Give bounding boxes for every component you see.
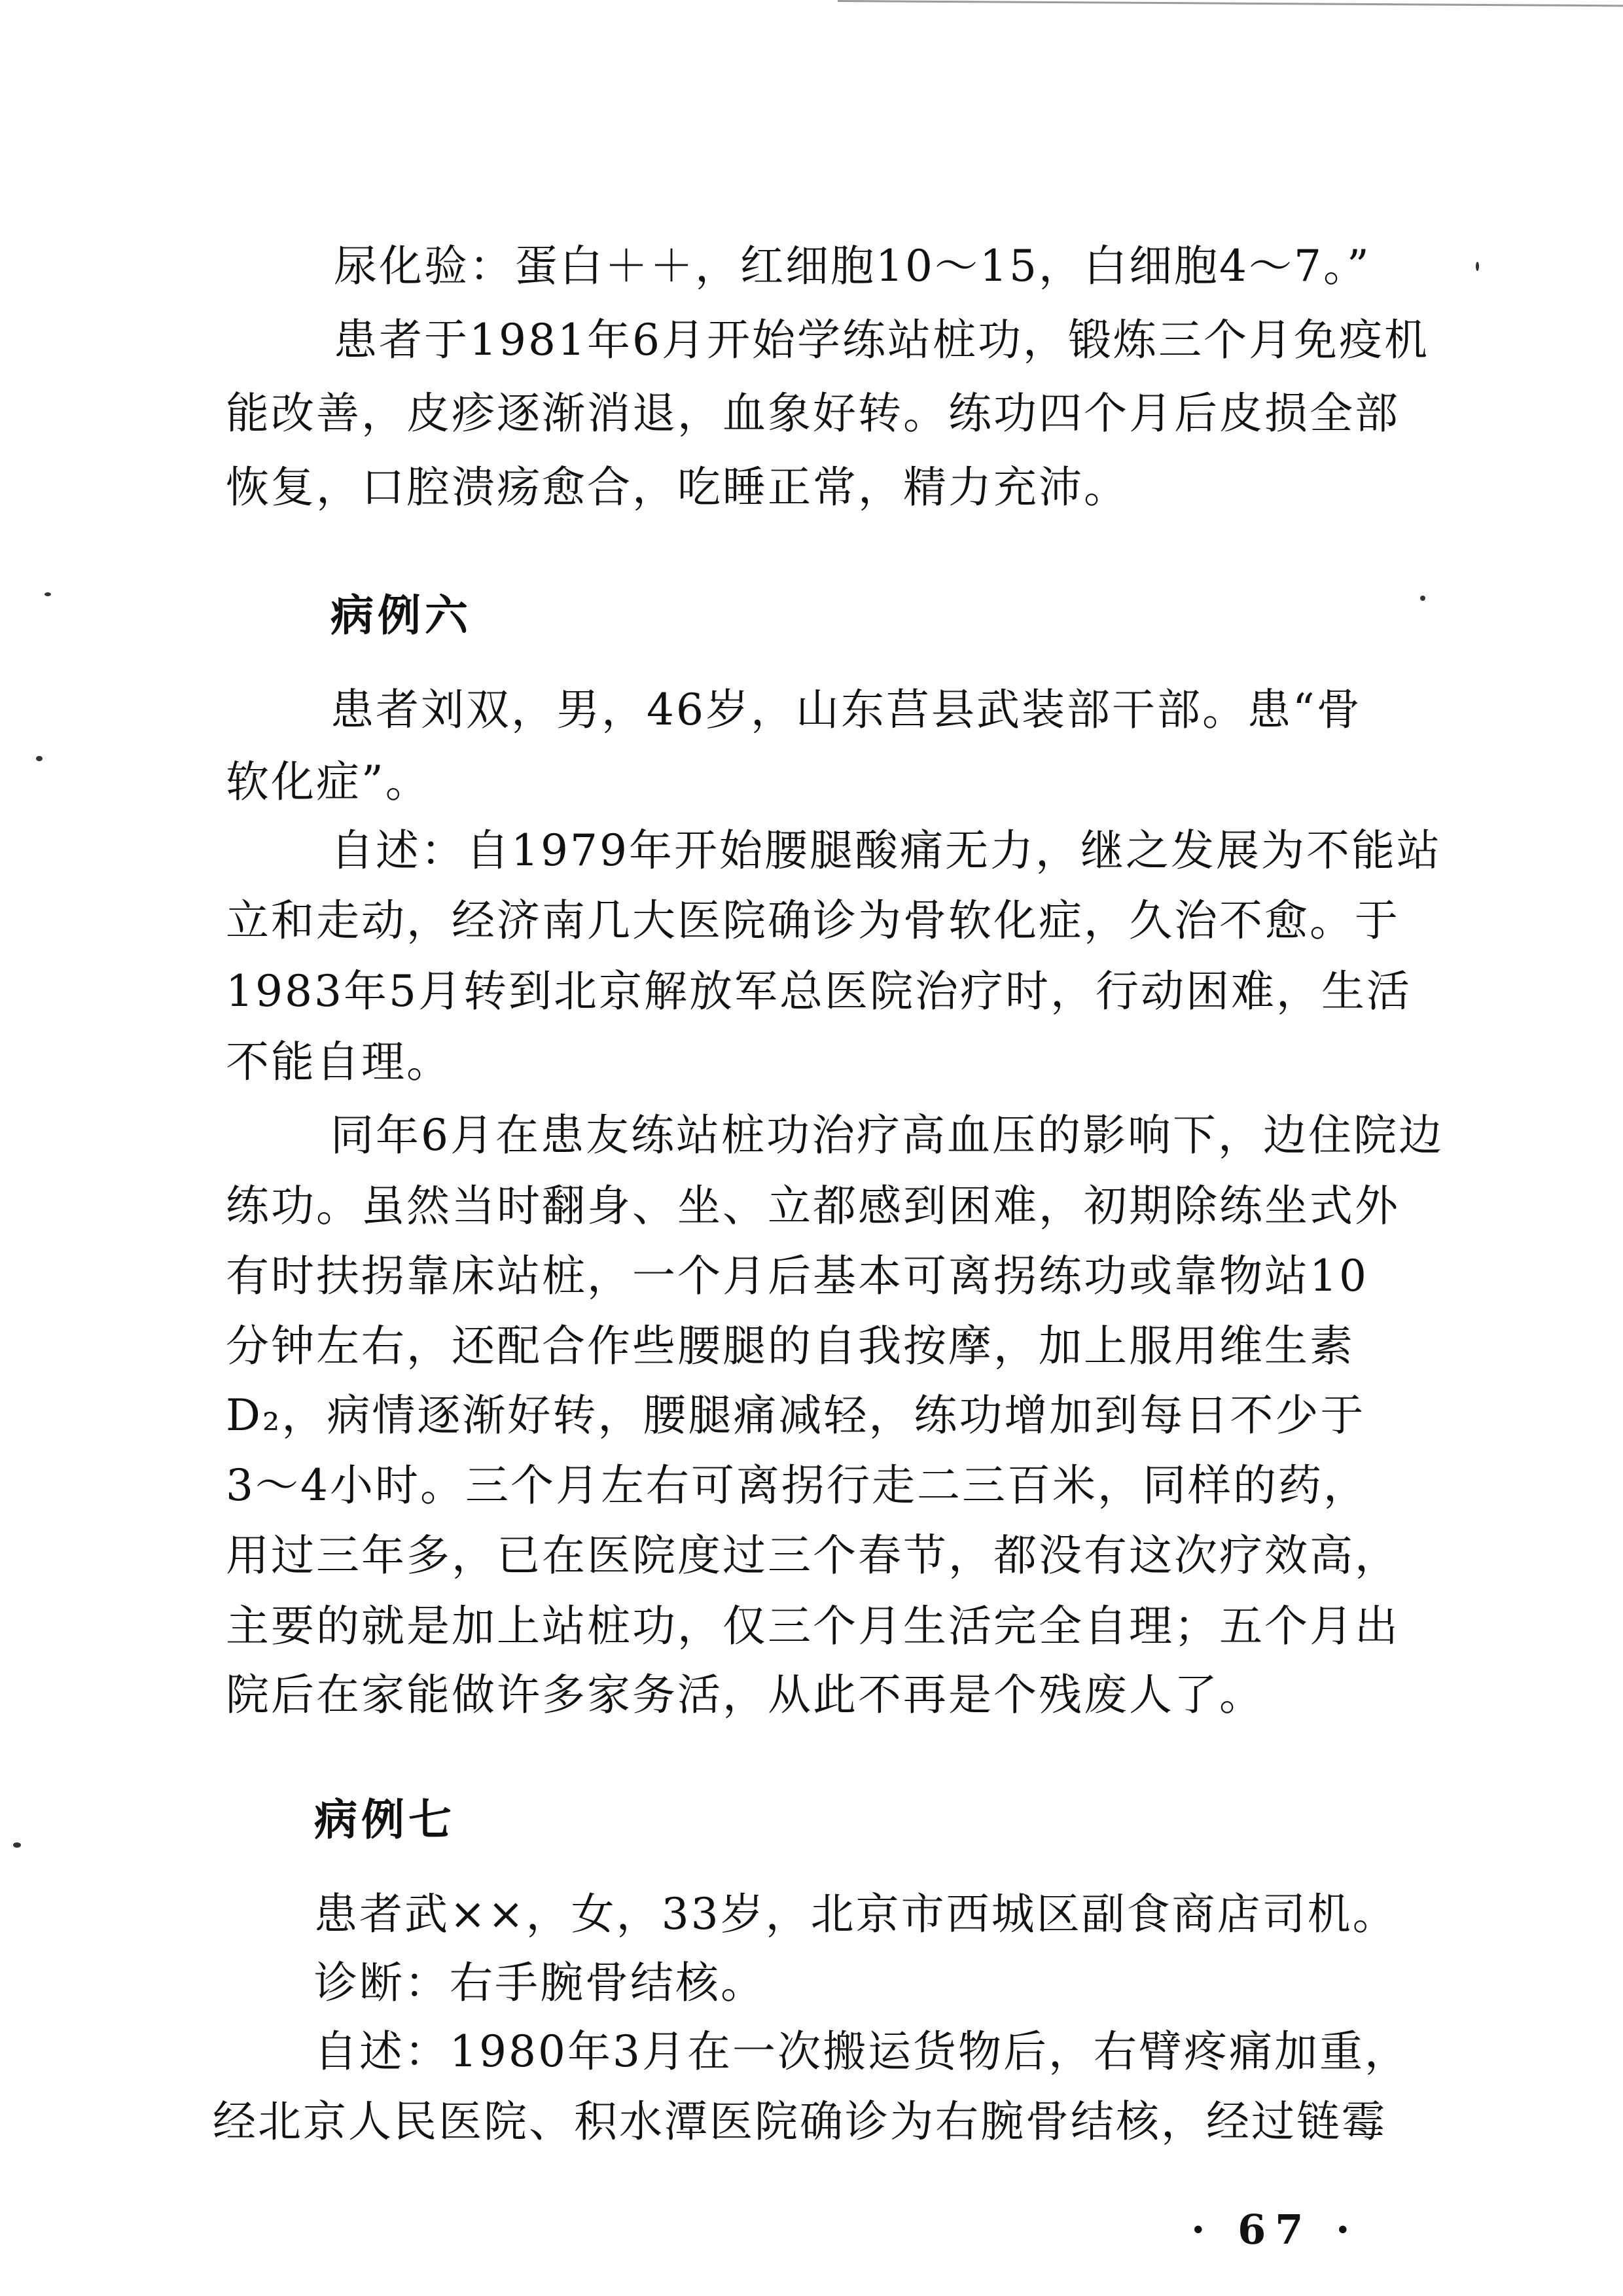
scan-speck (45, 592, 51, 596)
text-line: 练功。虽然当时翻身、坐、立都感到困难，初期除练坐式外 (226, 1181, 1400, 1231)
text-line: 经北京人民医院、积水潭医院确诊为右腕骨结核，经过链霉 (213, 2096, 1387, 2147)
scan-speck (13, 1842, 21, 1848)
text-line: 自述：自1979年开始腰腿酸痛无力，继之发展为不能站 (330, 825, 1442, 876)
text-line: 立和走动，经济南几大医院确诊为骨软化症，久治不愈。于 (226, 895, 1400, 946)
scan-speck (1420, 596, 1425, 601)
text-line: 患者武××，女，33岁，北京市西城区副食商店司机。 (314, 1889, 1398, 1939)
text-line: 1983年5月转到北京解放军总医院治疗时，行动困难，生活 (226, 966, 1412, 1016)
text-line: 诊断：右手腕骨结核。 (314, 1958, 766, 2008)
text-line: 有时扶拐靠床站桩，一个月后基本可离拐练功或靠物站10 (226, 1251, 1368, 1301)
scan-speck (36, 756, 43, 761)
scan-speck (1476, 262, 1479, 271)
text-line: 主要的就是加上站桩功，仅三个月生活完全自理；五个月出 (226, 1601, 1400, 1651)
case-6-heading: 病例六 (330, 590, 472, 641)
text-line: 恢复，口腔溃疡愈合，吃睡正常，精力充沛。 (226, 462, 1129, 512)
page-number: · 67 · (1191, 2206, 1359, 2253)
text-line: 患者于1981年6月开始学练站桩功，锻炼三个月免疫机 (334, 315, 1429, 365)
text-line: 不能自理。 (226, 1037, 452, 1087)
text-line: 自述：1980年3月在一次搬运货物后，右臂疼痛加重， (314, 2026, 1410, 2077)
text-line: 分钟左右，还配合作些腰腿的自我按摩，加上服用维生素 (226, 1321, 1355, 1371)
text-line: 用过三年多，已在医院度过三个春节，都没有这次疗效高， (226, 1530, 1400, 1581)
text-line: 患者刘双，男，46岁，山东莒县武装部干部。患“骨 (330, 685, 1362, 735)
text-line: 3～4小时。三个月左右可离拐行走二三百米，同样的药， (226, 1460, 1368, 1511)
text-line: 尿化验：蛋白＋＋，红细胞10～15，白细胞4～7。” (334, 241, 1371, 291)
text-line: 同年6月在患友练站桩功治疗高血压的影响下，边住院边 (330, 1110, 1444, 1160)
text-line: 能改善，皮疹逐渐消退，血象好转。练功四个月后皮损全部 (226, 388, 1400, 439)
text-line: 软化症”。 (226, 757, 431, 807)
text-line: D₂，病情逐渐好转，腰腿痛减轻，练功增加到每日不少于 (226, 1390, 1366, 1441)
scan-edge-line (838, 0, 1623, 7)
case-7-heading: 病例七 (314, 1794, 455, 1845)
text-line: 院后在家能做许多家务活，从此不再是个残废人了。 (226, 1670, 1264, 1720)
